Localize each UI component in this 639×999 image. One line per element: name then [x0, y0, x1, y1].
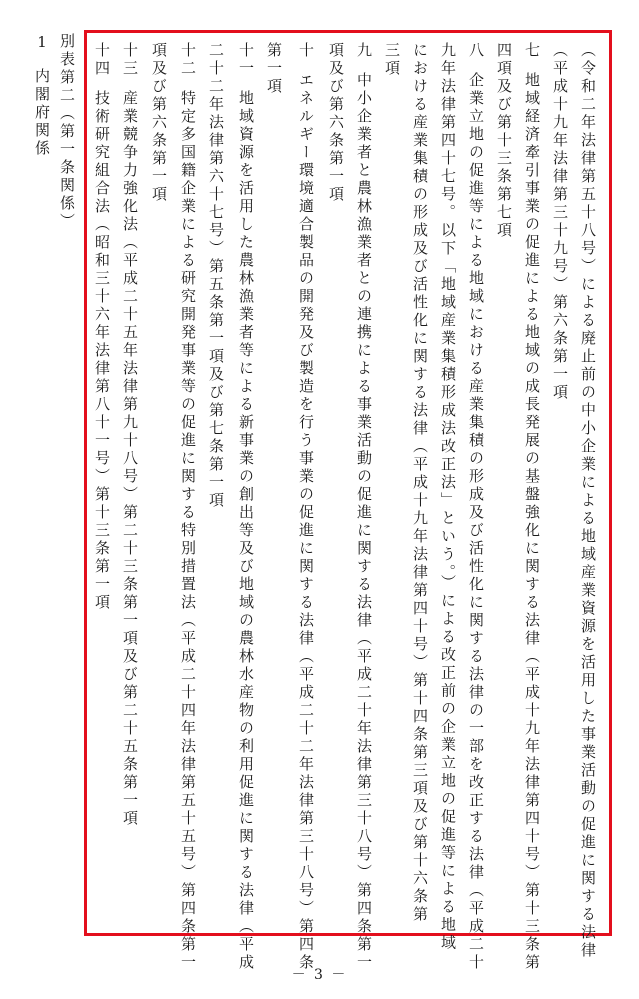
text-column: 四項及び第十三条第七項	[495, 42, 513, 240]
text-column: 八企業立地の促進等による地域における産業集積の形成及び活性化に関する法律の一部を改正する法律（平成二十	[467, 42, 485, 972]
text-column: 二十二年法律第六十七号）第五条第一項及び第七条第一項	[207, 42, 225, 510]
text-column: 項及び第六条第一項	[327, 42, 345, 204]
text-column: 七地域経済牽引事業の促進による地域の成長発展の基盤強化に関する法律（平成十九年法律第四十号）第十三条第	[523, 42, 541, 972]
text-column: 十三産業競争力強化法（平成二十五年法律第九十八号）第二十三条第一項及び第二十五条第一項	[121, 42, 139, 828]
item-number: 1	[33, 33, 51, 54]
text-column: 第一項	[265, 42, 283, 96]
text-column: 三項	[383, 42, 401, 78]
page-number: － 3 －	[291, 967, 348, 983]
text-column: における産業集積の形成及び活性化に関する法律（平成十九年法律第四十号）第十四条第三項及び第十六条第	[411, 42, 429, 924]
text-column: 十エネルギー環境適合製品の開発及び製造を行う事業の促進に関する法律（平成二十二年法律第三十八号）第四条	[297, 42, 315, 972]
text-column: 九中小企業者と農林漁業者との連携による事業活動の促進に関する法律（平成二十年法律第三十八号）第四条第一	[355, 42, 373, 972]
table-caption: 別表第二（第一条関係）	[58, 33, 76, 231]
text-column: 十二特定多国籍企業による研究開発事業等の促進に関する特別措置法（平成二十四年法律第五十五号）第四条第一	[179, 42, 197, 972]
text-column: （平成十九年法律第三十九号）第六条第一項	[551, 42, 569, 402]
text-column: 九年法律第四十七号。以下「地域産業集積形成法改正法」という。）による改正前の企業立地の促進等による地域	[439, 42, 457, 953]
text-column: 十一地域資源を活用した農林漁業者等による新事業の創出等及び地域の農林水産物の利用促進に関する法律（平成	[237, 42, 255, 972]
ministry-label: 内閣府関係	[33, 68, 51, 158]
text-column: （令和二年法律第五十八号）による廃止前の中小企業による地域産業資源を活用した事業活動の促進に関する法律	[579, 42, 597, 960]
text-column: 項及び第六条第一項	[150, 42, 168, 204]
text-column: 十四技術研究組合法（昭和三十六年法律第八十一号）第十三条第一項	[93, 42, 111, 612]
